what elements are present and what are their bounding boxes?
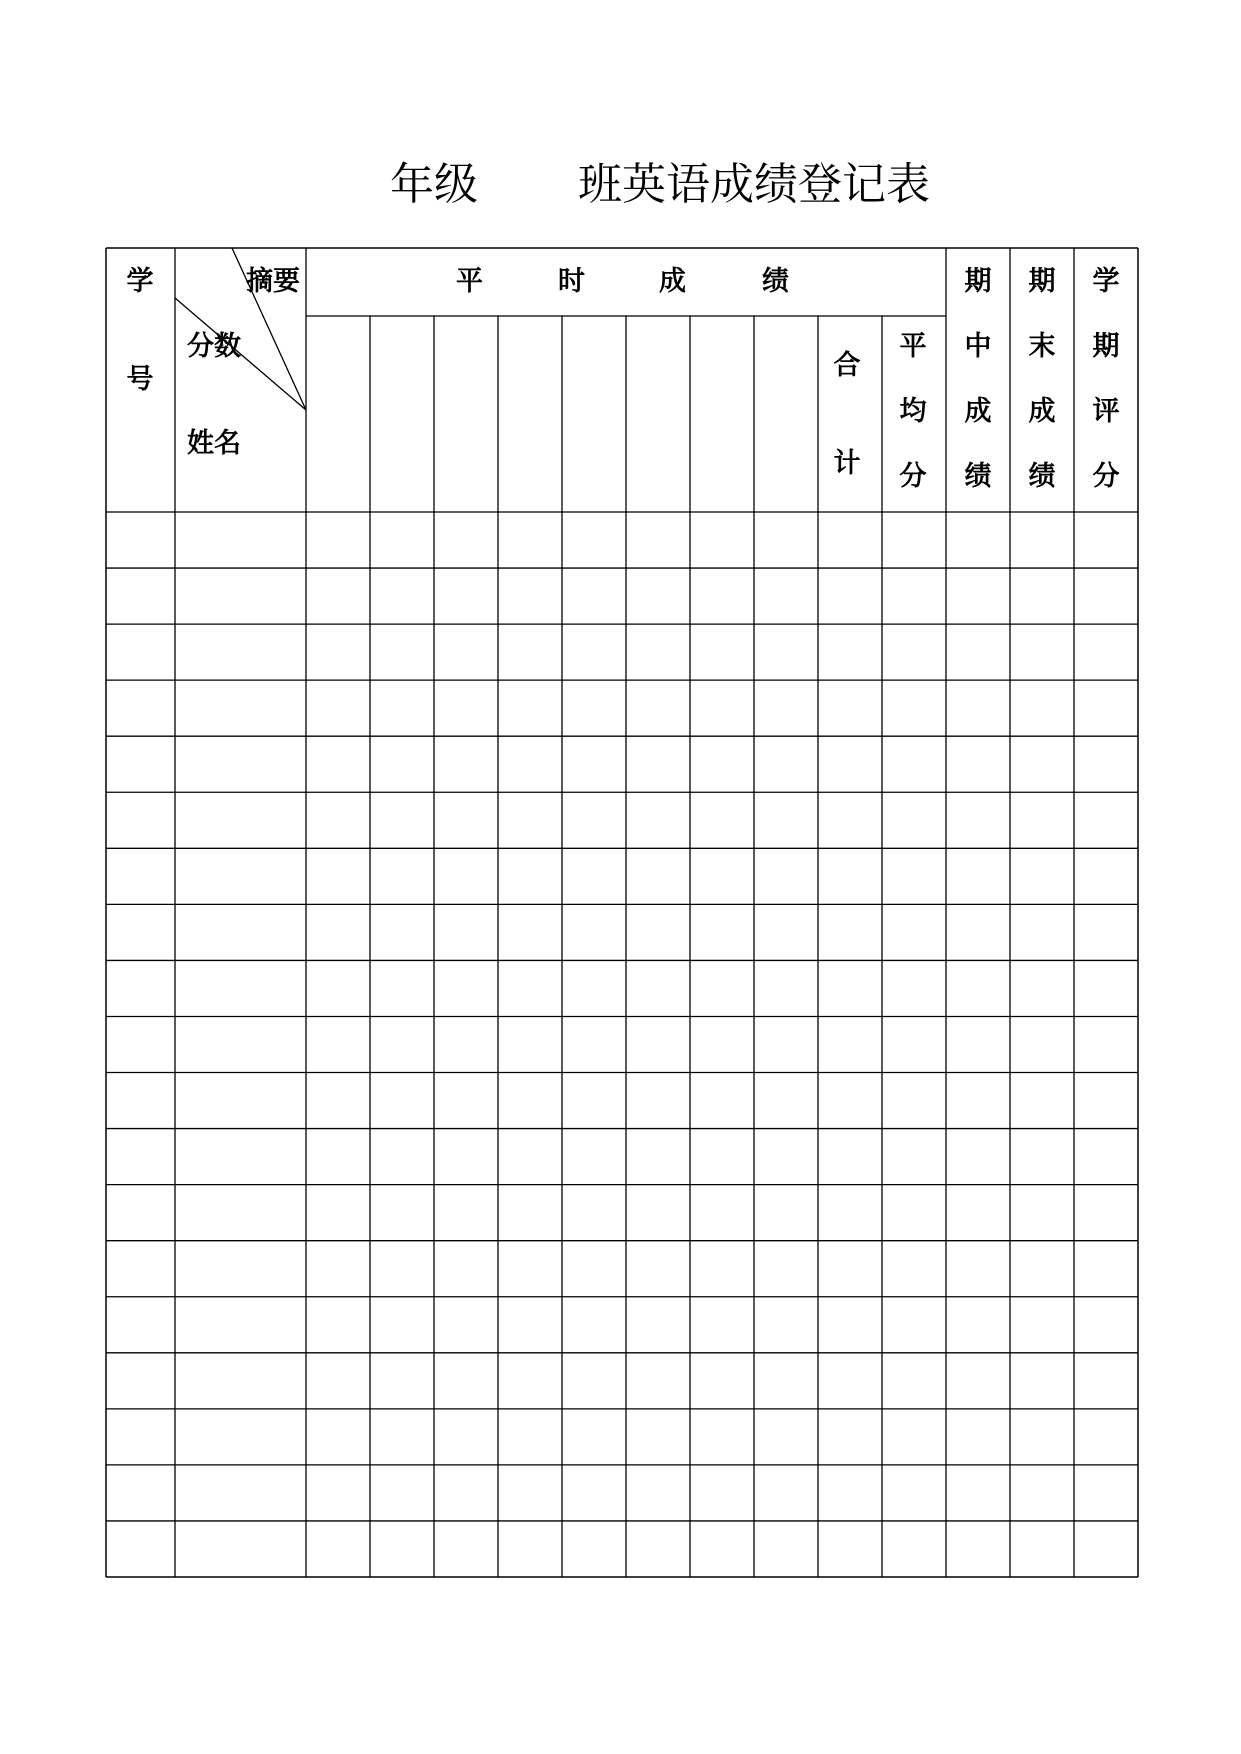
- header-regular-scores-char: 时: [558, 266, 585, 297]
- header-average-char: 均: [899, 396, 927, 427]
- header-regular-scores-char: 绩: [762, 266, 789, 297]
- grade-label: 年级: [390, 159, 478, 210]
- header-semester-char: 学: [1092, 266, 1120, 297]
- header-student-id-char: 学: [126, 266, 154, 297]
- header-name-label: 姓名: [187, 428, 241, 459]
- header-semester-char: 评: [1092, 396, 1120, 427]
- header-average-char: 分: [899, 461, 927, 492]
- header-final-char: 末: [1028, 331, 1056, 362]
- header-student-id-char: 号: [126, 364, 154, 395]
- header-midterm-char: 绩: [964, 461, 992, 492]
- header-midterm-char: 期: [964, 266, 992, 297]
- header-semester-char: 分: [1092, 461, 1120, 492]
- header-total-char: 合: [833, 350, 861, 381]
- header-final-char: 期: [1028, 266, 1056, 297]
- header-final-char: 绩: [1028, 461, 1056, 492]
- header-summary-label: 摘要: [246, 266, 300, 297]
- header-regular-scores-char: 平: [456, 266, 483, 297]
- header-regular-scores-char: 成: [659, 266, 686, 297]
- header-semester-char: 期: [1092, 331, 1120, 362]
- header-midterm-char: 中: [964, 331, 992, 362]
- header-score-label: 分数: [187, 331, 241, 362]
- header-midterm-char: 成: [964, 396, 992, 427]
- header-final-char: 成: [1028, 396, 1056, 427]
- header-total-char: 计: [833, 448, 861, 479]
- header-average-char: 平: [899, 331, 927, 362]
- title-rest: 班英语成绩登记表: [578, 159, 930, 210]
